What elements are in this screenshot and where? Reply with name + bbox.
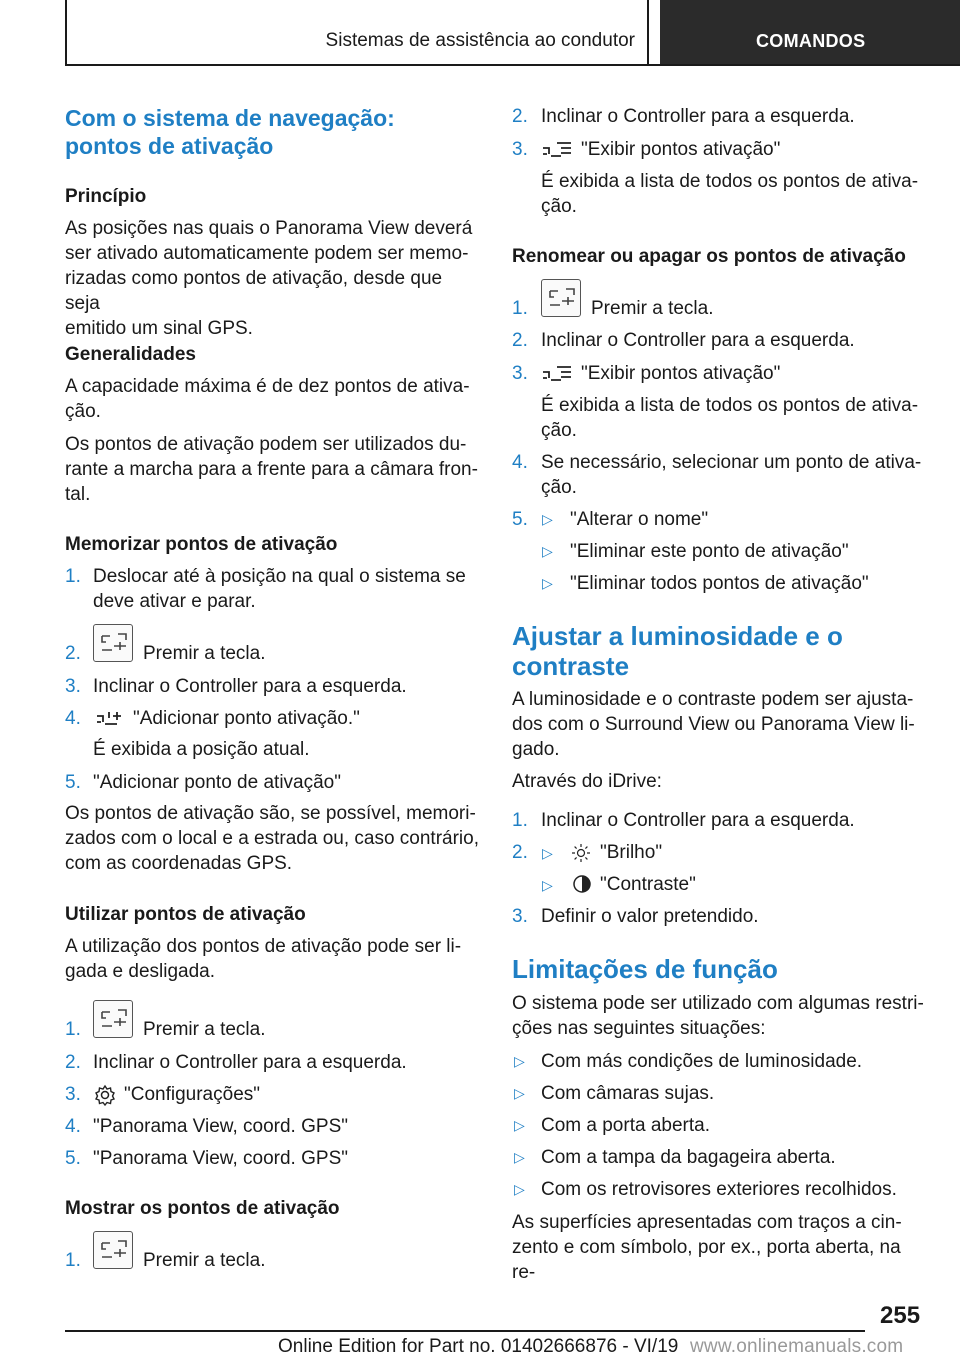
- heading-renomear: Renomear ou apagar os pontos de ativação: [512, 246, 906, 267]
- triangle-bullet-icon: ▷: [514, 1085, 525, 1101]
- step-number: 5.: [65, 772, 81, 793]
- paragraph-capacidade: A capacidade máxima é de dez pontos de ativa- ção.: [65, 376, 470, 422]
- step-number: 1.: [65, 1250, 81, 1271]
- step-note: É exibida a lista de todos os pontos de ativa- ção.: [541, 171, 919, 217]
- step-text: "Panorama View, coord. GPS": [93, 1148, 348, 1169]
- triangle-bullet-icon: ▷: [542, 575, 553, 591]
- step-number: 3.: [512, 363, 528, 384]
- triangle-bullet-icon: ▷: [514, 1053, 525, 1069]
- step-number: 3.: [512, 139, 528, 160]
- list-item: Com câmaras sujas.: [541, 1083, 715, 1104]
- chapter-title: COMANDOS: [756, 31, 866, 51]
- paragraph-utilizar: A utilização dos pontos de ativação pode ser li- gada e desligada.: [65, 936, 462, 982]
- step-text: Inclinar o Controller para a esquerda.: [93, 1052, 407, 1073]
- step-number: 3.: [512, 906, 528, 927]
- footer-edition: Online Edition for Part no. 01402666876 - VI/19: [278, 1336, 679, 1357]
- paragraph-memorizar: Os pontos de ativação são, se possível, memori- zados com o local e a estrada ou, caso contrário, com as coordenadas GPS.: [65, 803, 480, 874]
- page-number: 255: [880, 1302, 921, 1329]
- triangle-bullet-icon: ▷: [542, 845, 553, 861]
- option-text: "Eliminar este ponto de ativação": [570, 541, 849, 562]
- list-item: Com a porta aberta.: [541, 1115, 710, 1136]
- footer-watermark: www.onlinemanuals.com: [690, 1336, 904, 1357]
- step-number: 5.: [512, 509, 528, 530]
- sun-icon: [570, 842, 592, 864]
- triangle-bullet-icon: ▷: [514, 1181, 525, 1197]
- option-text: "Alterar o nome": [570, 509, 709, 530]
- camera-view-key-icon: [93, 624, 133, 662]
- step-number: 2.: [65, 643, 81, 664]
- triangle-bullet-icon: ▷: [514, 1117, 525, 1133]
- paragraph-idrive: Através do iDrive:: [512, 771, 662, 792]
- step-text: Inclinar o Controller para a esquerda.: [541, 106, 855, 127]
- heading-utilizar: Utilizar pontos de ativação: [65, 904, 306, 925]
- list-points-icon: [541, 364, 573, 384]
- step-text: Inclinar o Controller para a esquerda.: [93, 676, 407, 697]
- option-text: "Brilho": [600, 842, 663, 863]
- heading-memorizar: Memorizar pontos de ativação: [65, 534, 338, 555]
- paragraph-superficies: As superfícies apresentadas com traços a cin- zento e com símbolo, por ex., porta aberta, na re-: [512, 1212, 902, 1283]
- heading-mostrar: Mostrar os pontos de ativação: [65, 1198, 340, 1219]
- footer-rule: [65, 1330, 865, 1332]
- step-number: 2.: [65, 1052, 81, 1073]
- step-number: 3.: [65, 1084, 81, 1105]
- option-text: "Eliminar todos pontos de ativação": [570, 573, 869, 594]
- header-rule: [65, 64, 960, 66]
- triangle-bullet-icon: ▷: [542, 511, 553, 527]
- step-text: Deslocar até à posição na qual o sistema se deve ativar e parar.: [93, 566, 466, 612]
- step-text: "Exibir pontos ativação": [581, 363, 781, 384]
- step-number: 2.: [512, 330, 528, 351]
- step-text: Premir a tecla.: [143, 1019, 266, 1040]
- heading-principio: Princípio: [65, 186, 147, 207]
- step-number: 1.: [65, 1019, 81, 1040]
- heading-generalidades: Generalidades: [65, 344, 196, 365]
- step-text: Premir a tecla.: [143, 1250, 266, 1271]
- chapter-tab: [660, 0, 960, 64]
- list-item: Com a tampa da bagageira aberta.: [541, 1147, 836, 1168]
- list-points-icon: [541, 140, 573, 160]
- paragraph-luminosidade: A luminosidade e o contraste podem ser ajusta- dos com o Surround View ou Panorama View li- gado.: [512, 689, 915, 760]
- option-text: "Contraste": [600, 874, 696, 895]
- section-heading: Com o sistema de navegação: pontos de ativação: [65, 105, 395, 159]
- contrast-icon: [572, 874, 592, 894]
- gear-icon: [94, 1084, 116, 1106]
- header-section: [65, 0, 649, 64]
- step-note: É exibida a posição atual.: [93, 739, 310, 760]
- step-number: 1.: [512, 810, 528, 831]
- step-number: 1.: [512, 298, 528, 319]
- camera-view-key-icon: [93, 1000, 133, 1038]
- step-number: 2.: [512, 106, 528, 127]
- step-number: 4.: [512, 452, 528, 473]
- paragraph-principio: As posições nas quais o Panorama View deverá ser ativado automaticamente podem ser memo- rizadas como pontos de ativação, desde que seja emitido um sinal GPS.: [65, 218, 473, 339]
- step-text: "Adicionar ponto de ativação": [93, 772, 341, 793]
- step-number: 2.: [512, 842, 528, 863]
- step-note: É exibida a lista de todos os pontos de ativa- ção.: [541, 395, 919, 441]
- section-heading: Limitações de função: [512, 954, 778, 984]
- list-item: Com os retrovisores exteriores recolhidos.: [541, 1179, 897, 1200]
- step-number: 4.: [65, 708, 81, 729]
- camera-view-key-icon: [541, 279, 581, 317]
- step-number: 4.: [65, 1116, 81, 1137]
- add-point-icon: [95, 708, 127, 728]
- step-text: Inclinar o Controller para a esquerda.: [541, 330, 855, 351]
- list-item: Com más condições de luminosidade.: [541, 1051, 863, 1072]
- step-text: Definir o valor pretendido.: [541, 906, 759, 927]
- step-text: "Configurações": [124, 1084, 261, 1105]
- section-title: Sistemas de assistência ao condutor: [325, 30, 635, 51]
- step-text: Se necessário, selecionar um ponto de ativa- ção.: [541, 452, 922, 498]
- paragraph-limitacoes: O sistema pode ser utilizado com algumas restri- ções nas seguintes situações:: [512, 993, 924, 1039]
- camera-view-key-icon: [93, 1231, 133, 1269]
- triangle-bullet-icon: ▷: [542, 877, 553, 893]
- step-text: Inclinar o Controller para a esquerda.: [541, 810, 855, 831]
- section-heading: Ajustar a luminosidade e o contraste: [512, 621, 843, 681]
- triangle-bullet-icon: ▷: [542, 543, 553, 559]
- step-text: Premir a tecla.: [143, 643, 266, 664]
- step-text: "Adicionar ponto ativação.": [133, 708, 360, 729]
- triangle-bullet-icon: ▷: [514, 1149, 525, 1165]
- step-text: "Panorama View, coord. GPS": [93, 1116, 348, 1137]
- step-number: 3.: [65, 676, 81, 697]
- step-text: "Exibir pontos ativação": [581, 139, 781, 160]
- step-number: 1.: [65, 566, 81, 587]
- step-text: Premir a tecla.: [591, 298, 714, 319]
- paragraph-utilizacao: Os pontos de ativação podem ser utilizados du- rante a marcha para a frente para a câmara fron- tal.: [65, 434, 478, 505]
- step-number: 5.: [65, 1148, 81, 1169]
